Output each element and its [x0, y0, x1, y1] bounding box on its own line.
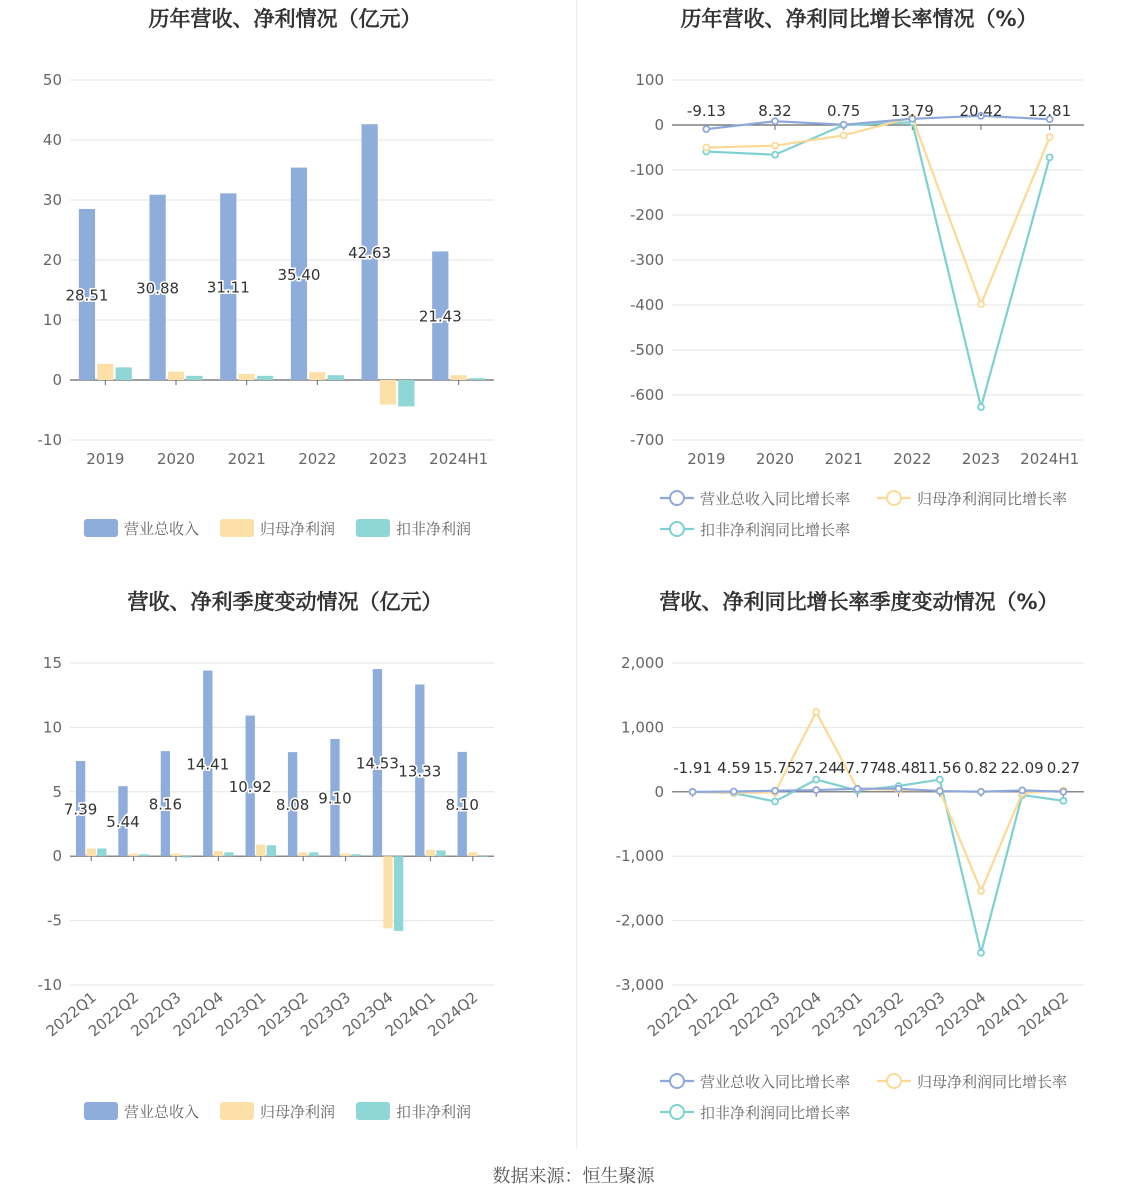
point-deducted-profit-growth [813, 777, 819, 783]
legend-swatch [84, 519, 118, 537]
legend-swatch [356, 519, 390, 537]
x-tick-label: 2023Q2 [849, 988, 908, 1041]
point-revenue-growth [978, 789, 984, 795]
x-tick-label: 2023Q1 [808, 988, 866, 1041]
legend-marker [670, 1074, 684, 1088]
bar-net-profit [87, 848, 96, 856]
revenue-data-label: 8.16 [148, 795, 183, 814]
legend-swatch [356, 1102, 390, 1120]
x-tick-label: 2024Q2 [1014, 988, 1072, 1041]
x-tick-label: 2022Q3 [726, 988, 784, 1041]
bar-net-profit [383, 856, 392, 928]
revenue-data-label: 14.41 [186, 755, 230, 774]
y-tick-label: 40 [42, 131, 62, 149]
revenue-growth-data-label: 0.27 [1046, 759, 1081, 777]
revenue-growth-data-label: 13.79 [890, 102, 934, 120]
y-tick-label: 30 [42, 191, 62, 209]
legend-marker [670, 491, 684, 505]
x-tick-label: 2021 [824, 450, 863, 468]
y-tick-label: -600 [629, 386, 664, 404]
revenue-data-label: 9.10 [318, 789, 352, 808]
point-revenue-growth [896, 786, 902, 792]
legend-swatch [220, 1102, 254, 1120]
legend-label: 扣非净利润同比增长率 [700, 1104, 851, 1122]
y-tick-label: -1,000 [615, 847, 664, 866]
bar-net-profit [309, 372, 325, 380]
quarterly-revenue-profit-chart [0, 583, 573, 1166]
y-tick-label: -400 [629, 296, 664, 314]
bar-deducted-profit [140, 854, 149, 856]
legend-marker [887, 491, 901, 505]
point-revenue-growth [937, 788, 943, 794]
bar-deducted-profit [116, 367, 132, 380]
revenue-data-label: 21.43 [418, 307, 462, 326]
bar-net-profit [168, 372, 184, 380]
x-tick-label: 2022 [893, 450, 932, 468]
y-tick-label: -2,000 [615, 911, 664, 930]
x-tick-label: 2023Q3 [891, 988, 949, 1041]
legend-label: 营业总收入同比增长率 [700, 1073, 851, 1091]
x-tick-label: 2024Q1 [381, 988, 439, 1041]
y-tick-label: -10 [37, 431, 62, 449]
revenue-growth-data-label: 0.75 [826, 102, 861, 120]
legend-label: 营业总收入 [124, 520, 200, 538]
bar-deducted-profit [186, 376, 202, 380]
x-tick-label: 2023Q3 [296, 988, 355, 1041]
line-net-profit-growth [706, 117, 1049, 304]
revenue-data-label: 7.39 [63, 800, 98, 819]
x-tick-label: 2023Q1 [212, 988, 270, 1041]
revenue-growth-data-label: 8.32 [758, 102, 792, 120]
quarterly-growth-rate-chart [574, 583, 1147, 1166]
y-tick-label: -200 [629, 206, 664, 224]
revenue-growth-data-label: 12.81 [1028, 102, 1072, 120]
x-tick-label: 2024H1 [429, 450, 489, 468]
point-revenue-growth [1019, 787, 1025, 793]
point-net-profit-growth [978, 301, 984, 307]
y-tick-label: 20 [42, 251, 62, 269]
bar-net-profit [239, 374, 255, 380]
point-revenue-growth [854, 786, 860, 792]
legend-swatch [220, 519, 254, 537]
bar-net-profit [341, 854, 350, 857]
revenue-growth-data-label: 48.48 [877, 759, 921, 777]
y-tick-label: -3,000 [615, 976, 664, 994]
y-tick-label: 15 [42, 654, 62, 672]
bar-deducted-profit [328, 375, 344, 380]
point-revenue-growth [772, 788, 778, 794]
legend-marker [887, 1074, 901, 1088]
annual-growth-rate-chart [574, 0, 1147, 583]
revenue-data-label: 8.08 [275, 796, 310, 815]
point-net-profit-growth [703, 145, 709, 151]
revenue-data-label: 30.88 [136, 279, 180, 298]
x-tick-label: 2022Q4 [169, 988, 227, 1041]
y-tick-label: 10 [42, 311, 62, 329]
annual-revenue-profit-svg [0, 0, 573, 583]
bar-net-profit [451, 375, 467, 380]
legend-label: 归母净利润 [260, 1103, 336, 1121]
bar-deducted-profit [309, 852, 318, 856]
revenue-data-label: 28.51 [65, 286, 109, 305]
y-tick-label: -5 [47, 911, 62, 930]
x-tick-label: 2022Q3 [127, 988, 185, 1041]
legend-swatch [84, 1102, 118, 1120]
revenue-growth-data-label: -1.91 [673, 759, 713, 777]
revenue-growth-data-label: 27.24 [794, 759, 838, 777]
legend-marker [670, 522, 684, 536]
legend-label: 归母净利润 [260, 520, 336, 538]
point-deducted-profit-growth [978, 404, 984, 410]
line-net-profit-growth [693, 712, 1064, 891]
bar-deducted-profit [394, 856, 403, 931]
point-deducted-profit-growth [937, 777, 943, 783]
annual-growth-rate-svg [574, 0, 1147, 583]
y-tick-label: 1,000 [621, 718, 664, 737]
x-tick-label: 2022Q1 [643, 988, 702, 1041]
legend-label: 扣非净利润 [396, 1103, 472, 1121]
revenue-growth-data-label: 47.77 [835, 759, 879, 777]
quarterly-growth-rate-svg [574, 583, 1147, 1166]
point-revenue-growth [703, 126, 709, 132]
point-revenue-growth [690, 789, 696, 795]
quarterly-revenue-profit-svg [0, 583, 573, 1166]
point-revenue-growth [813, 787, 819, 793]
x-tick-label: 2020 [156, 450, 196, 468]
x-tick-label: 2022Q2 [84, 988, 143, 1041]
bar-net-profit [426, 850, 435, 856]
bar-net-profit [380, 380, 396, 405]
point-net-profit-growth [978, 888, 984, 894]
y-tick-label: 100 [635, 71, 664, 89]
x-tick-label: 2024Q1 [973, 988, 1031, 1041]
bar-deducted-profit [436, 850, 445, 856]
revenue-growth-data-label: 11.56 [918, 759, 962, 777]
panel-divider [576, 0, 577, 1150]
point-deducted-profit-growth [772, 152, 778, 158]
revenue-growth-data-label: 4.59 [717, 759, 751, 777]
bar-deducted-profit [224, 852, 233, 856]
bar-deducted-profit [257, 376, 273, 380]
revenue-data-label: 14.53 [355, 754, 399, 773]
revenue-growth-data-label: 22.09 [1000, 759, 1044, 777]
chart-title: 营收、净利同比增长率季度变动情况（%） [659, 590, 1059, 614]
y-tick-label: 0 [654, 116, 664, 134]
y-tick-label: 5 [52, 782, 62, 801]
bar-deducted-profit [469, 378, 485, 380]
bar-deducted-profit [398, 380, 414, 406]
legend-label: 扣非净利润同比增长率 [700, 521, 851, 539]
y-tick-label: 0 [52, 847, 62, 866]
revenue-data-label: 5.44 [106, 813, 140, 832]
revenue-data-label: 13.33 [398, 762, 442, 781]
legend-label: 归母净利润同比增长率 [917, 1073, 1068, 1091]
bar-net-profit [214, 851, 223, 856]
point-deducted-profit-growth [1060, 798, 1066, 804]
y-tick-label: 0 [654, 782, 664, 801]
x-tick-label: 2023Q4 [932, 988, 990, 1041]
y-tick-label: -100 [629, 161, 664, 179]
bar-net-profit [129, 854, 138, 857]
x-tick-label: 2023 [961, 450, 1001, 468]
revenue-growth-data-label: 20.42 [959, 102, 1003, 120]
y-tick-label: -10 [37, 976, 62, 994]
chart-title: 历年营收、净利同比增长率情况（%） [680, 7, 1038, 31]
revenue-data-label: 31.11 [206, 278, 250, 297]
x-tick-label: 2022Q4 [767, 988, 825, 1041]
x-tick-label: 2021 [227, 450, 266, 468]
bar-net-profit [171, 854, 180, 857]
y-tick-label: -700 [629, 431, 664, 449]
bar-net-profit [299, 852, 308, 856]
point-net-profit-growth [813, 709, 819, 715]
point-net-profit-growth [1047, 134, 1053, 140]
x-tick-label: 2023Q4 [339, 988, 397, 1041]
x-tick-label: 2022Q2 [685, 988, 743, 1041]
legend-label: 扣非净利润 [396, 520, 472, 538]
bar-net-profit [97, 364, 113, 380]
point-net-profit-growth [841, 132, 847, 138]
bar-deducted-profit [182, 856, 191, 857]
y-tick-label: -300 [629, 251, 664, 269]
legend-label: 营业总收入 [124, 1103, 200, 1121]
bar-deducted-profit [479, 856, 488, 857]
point-revenue-growth [731, 789, 737, 795]
chart-title: 历年营收、净利情况（亿元） [148, 7, 422, 31]
revenue-growth-data-label: 0.82 [964, 759, 998, 777]
y-tick-label: 10 [42, 718, 62, 737]
y-tick-label: 0 [52, 371, 62, 389]
revenue-data-label: 8.10 [445, 796, 479, 815]
point-net-profit-growth [772, 143, 778, 149]
bar-deducted-profit [352, 854, 361, 856]
chart-title: 营收、净利季度变动情况（亿元） [127, 590, 443, 614]
bar-deducted-profit [267, 845, 276, 856]
y-tick-label: -500 [629, 341, 664, 359]
point-deducted-profit-growth [978, 950, 984, 956]
legend-marker [670, 1105, 684, 1119]
x-tick-label: 2022 [298, 450, 337, 468]
revenue-growth-data-label: -9.13 [686, 102, 726, 120]
y-tick-label: 2,000 [621, 654, 664, 672]
point-deducted-profit-growth [1047, 154, 1053, 160]
point-deducted-profit-growth [772, 798, 778, 804]
x-tick-label: 2022Q1 [42, 988, 100, 1041]
revenue-growth-data-label: 15.75 [753, 759, 797, 777]
y-tick-label: 50 [42, 71, 62, 89]
legend-label: 归母净利润同比增长率 [917, 490, 1068, 508]
x-tick-label: 2024Q2 [424, 988, 482, 1041]
x-tick-label: 2019 [86, 450, 125, 468]
line-deducted-profit-growth [693, 780, 1064, 953]
bar-net-profit [256, 845, 265, 857]
legend-label: 营业总收入同比增长率 [700, 490, 851, 508]
revenue-data-label: 10.92 [228, 777, 272, 796]
x-tick-label: 2019 [687, 450, 726, 468]
point-revenue-growth [1060, 789, 1066, 795]
data-source-note: 数据来源：恒生聚源 [492, 1166, 655, 1187]
bar-net-profit [468, 852, 477, 856]
point-revenue-growth [841, 122, 847, 128]
revenue-data-label: 42.63 [348, 244, 392, 263]
revenue-data-label: 35.40 [277, 265, 321, 284]
x-tick-label: 2023Q2 [254, 988, 312, 1041]
x-tick-label: 2023 [368, 450, 408, 468]
x-tick-label: 2020 [755, 450, 795, 468]
annual-revenue-profit-chart [0, 0, 573, 583]
bar-deducted-profit [97, 848, 106, 856]
x-tick-label: 2024H1 [1020, 450, 1080, 468]
